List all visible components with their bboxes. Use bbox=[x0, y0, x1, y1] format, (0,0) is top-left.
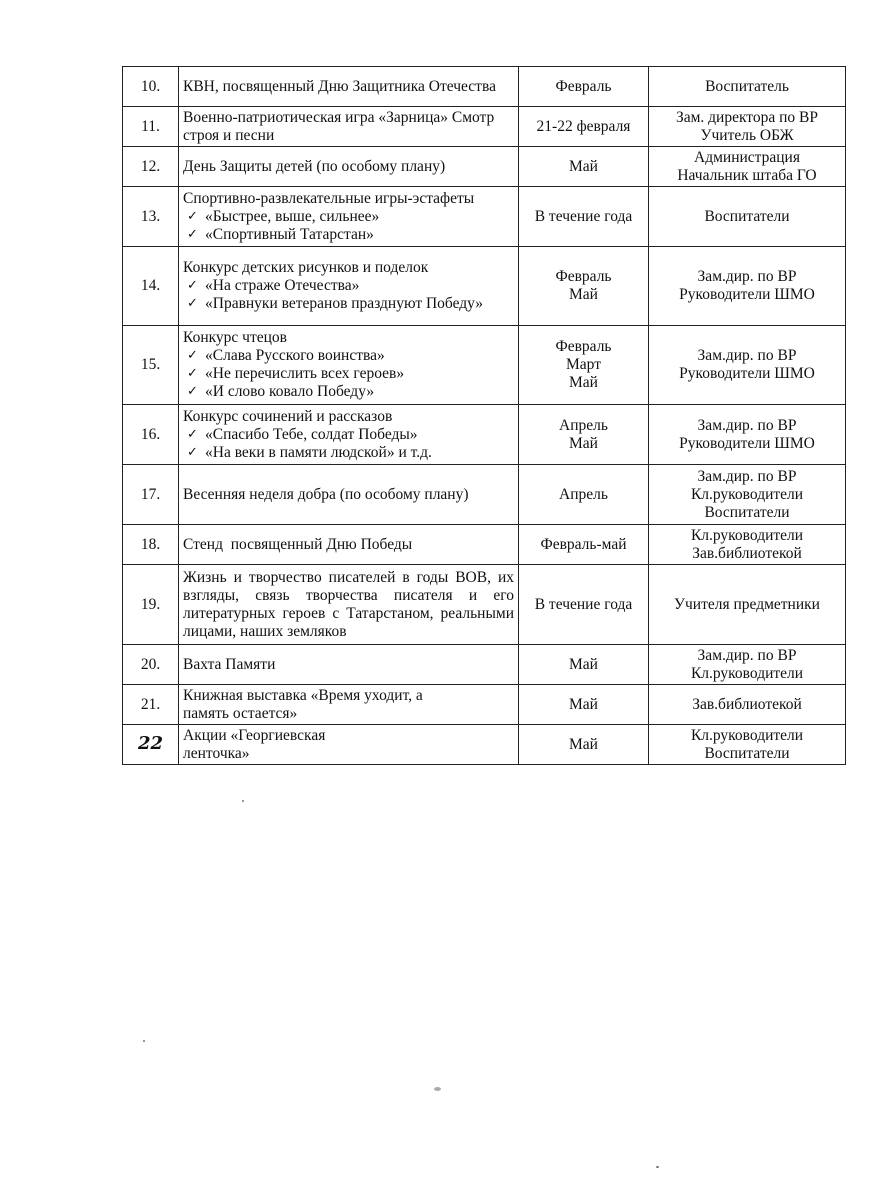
event-title: Стенд посвященный Дню Победы bbox=[183, 535, 413, 553]
event-title: КВН, посвященный Дню Защитника Отечества bbox=[183, 77, 496, 95]
event-title: Конкурс сочинений и рассказов bbox=[183, 407, 393, 425]
list-item-label: «Правнуки ветеранов празднуют Победу» bbox=[205, 295, 484, 312]
date-line: Май bbox=[569, 434, 598, 452]
responsible-cell bbox=[649, 465, 846, 525]
row-number: 18. bbox=[123, 525, 179, 565]
responsible-cell bbox=[649, 107, 846, 147]
date-cell bbox=[519, 645, 649, 685]
event-title: Весенняя неделя добра (по особому плану) bbox=[183, 485, 469, 503]
responsible-line: Руководители ШМО bbox=[679, 434, 815, 452]
event-cell bbox=[179, 147, 519, 187]
responsible-line: Воспитатели bbox=[704, 744, 790, 762]
date-line: Апрель bbox=[559, 416, 608, 434]
table-row bbox=[123, 187, 846, 247]
list-item bbox=[183, 347, 514, 365]
row-number: 21. bbox=[123, 685, 179, 725]
date-cell bbox=[519, 525, 649, 565]
table-row bbox=[123, 465, 846, 525]
sub-item-list bbox=[183, 347, 514, 401]
list-item-label: «Спортивный Татарстан» bbox=[205, 225, 374, 243]
date-line: Май bbox=[569, 655, 598, 673]
checkmark-icon: ✓ bbox=[187, 444, 198, 460]
row-number: 14. bbox=[123, 247, 179, 326]
list-item bbox=[183, 295, 514, 313]
date-line: В течение года bbox=[534, 595, 633, 613]
table-row bbox=[123, 645, 846, 685]
table-row bbox=[123, 685, 846, 725]
handwritten-number: 22 bbox=[137, 733, 164, 754]
responsible-line: Администрация bbox=[694, 148, 800, 166]
row-number: 11. bbox=[123, 107, 179, 147]
date-cell bbox=[519, 187, 649, 247]
scan-speck bbox=[434, 1087, 441, 1091]
responsible-line: Зам.дир. по ВР bbox=[697, 467, 797, 485]
responsible-line: Кл.руководители bbox=[690, 526, 804, 544]
event-cell bbox=[179, 645, 519, 685]
row-number: 19. bbox=[123, 565, 179, 645]
responsible-line: Кл.руководители bbox=[690, 726, 804, 744]
list-item-label: «На веки в памяти людской» и т.д. bbox=[205, 443, 432, 461]
date-line: В течение года bbox=[534, 207, 633, 225]
list-item bbox=[183, 208, 514, 226]
date-cell bbox=[519, 247, 649, 326]
date-line: Апрель bbox=[559, 485, 608, 503]
responsible-cell bbox=[649, 405, 846, 465]
list-item-label: «Быстрее, выше, сильнее» bbox=[205, 207, 380, 225]
responsible-line: Воспитатели bbox=[704, 207, 790, 225]
event-cell bbox=[179, 187, 519, 247]
responsible-line: Кл.руководители bbox=[690, 485, 804, 503]
sub-item-list bbox=[183, 426, 514, 462]
list-item-label: «Слава Русского воинства» bbox=[205, 347, 385, 364]
responsible-line: Учитель ОБЖ bbox=[700, 126, 794, 144]
list-item bbox=[183, 277, 514, 295]
scan-speck bbox=[242, 800, 244, 802]
table-row bbox=[123, 247, 846, 326]
date-cell bbox=[519, 565, 649, 645]
event-cell bbox=[179, 247, 519, 326]
event-title: Вахта Памяти bbox=[183, 655, 276, 673]
date-cell bbox=[519, 326, 649, 405]
sub-item-list bbox=[183, 208, 514, 244]
responsible-line: Зам.дир. по ВР bbox=[697, 416, 797, 434]
event-cell bbox=[179, 107, 519, 147]
date-line: Февраль bbox=[555, 77, 612, 95]
checkmark-icon: ✓ bbox=[187, 348, 198, 363]
date-line: Май bbox=[569, 157, 598, 175]
date-line: Май bbox=[569, 374, 598, 391]
table-row bbox=[123, 725, 846, 765]
list-item bbox=[183, 365, 514, 383]
responsible-cell bbox=[649, 685, 846, 725]
list-item-label: «И слово ковало Победу» bbox=[205, 383, 375, 400]
event-cell bbox=[179, 565, 519, 645]
date-cell bbox=[519, 725, 649, 765]
event-cell bbox=[179, 685, 519, 725]
event-title: День Защиты детей (по особому плану) bbox=[183, 157, 446, 175]
event-title: Конкурс чтецов bbox=[183, 329, 287, 346]
checkmark-icon: ✓ bbox=[187, 208, 198, 224]
event-cell bbox=[179, 67, 519, 107]
row-number: 10. bbox=[123, 67, 179, 107]
date-line: Май bbox=[569, 286, 598, 303]
events-plan-table bbox=[122, 66, 846, 765]
responsible-line: Зам.дир. по ВР bbox=[697, 646, 797, 664]
date-cell bbox=[519, 685, 649, 725]
responsible-cell bbox=[649, 147, 846, 187]
responsible-cell bbox=[649, 247, 846, 326]
row-number: 15. bbox=[123, 326, 179, 405]
responsible-line: Воспитатель bbox=[705, 77, 789, 95]
event-title: Конкурс детских рисунков и поделок bbox=[183, 259, 429, 276]
responsible-line: Зам.дир. по ВР bbox=[697, 268, 797, 285]
scan-speck bbox=[656, 1166, 659, 1168]
date-line: Март bbox=[566, 356, 601, 373]
responsible-line: Зам. директора по ВР bbox=[675, 108, 819, 126]
responsible-cell bbox=[649, 565, 846, 645]
checkmark-icon: ✓ bbox=[187, 366, 198, 381]
list-item-label: «На страже Отечества» bbox=[205, 277, 360, 294]
row-number: 20. bbox=[123, 645, 179, 685]
list-item-label: «Не перечислить всех героев» bbox=[205, 365, 405, 382]
row-number: 17. bbox=[123, 465, 179, 525]
event-title: Военно-патриотическая игра «Зарница» Смотр строя и песни bbox=[183, 108, 495, 144]
table-row bbox=[123, 147, 846, 187]
responsible-line: Кл.руководители bbox=[690, 664, 804, 682]
responsible-line: Руководители ШМО bbox=[679, 365, 815, 382]
list-item bbox=[183, 226, 514, 244]
responsible-cell bbox=[649, 525, 846, 565]
date-cell bbox=[519, 147, 649, 187]
event-cell bbox=[179, 725, 519, 765]
row-number: 16. bbox=[123, 405, 179, 465]
date-line: Май bbox=[569, 695, 598, 713]
table-row bbox=[123, 405, 846, 465]
responsible-line: Учителя предметники bbox=[674, 595, 820, 613]
event-cell bbox=[179, 326, 519, 405]
date-line: Февраль bbox=[555, 268, 612, 285]
responsible-cell bbox=[649, 326, 846, 405]
table-row bbox=[123, 67, 846, 107]
sub-item-list bbox=[183, 277, 514, 313]
event-title: Жизнь и творчество писателей в годы ВОВ, их взгляды, связь творчества писателя и его литературных героев с Татарстаном, реальными лицами, наших земляков bbox=[183, 568, 514, 640]
list-item-label: «Спасибо Тебе, солдат Победы» bbox=[205, 425, 418, 443]
date-cell bbox=[519, 405, 649, 465]
responsible-line: Зав.библиотекой bbox=[692, 544, 802, 562]
row-number-handwritten bbox=[123, 725, 179, 765]
table-row bbox=[123, 326, 846, 405]
event-title: Книжная выставка «Время уходит, а память остается» bbox=[183, 686, 423, 722]
date-line: Май bbox=[569, 735, 598, 753]
checkmark-icon: ✓ bbox=[187, 426, 198, 442]
event-title: Акции «Георгиевская ленточка» bbox=[183, 726, 326, 762]
checkmark-icon: ✓ bbox=[187, 384, 198, 399]
responsible-cell bbox=[649, 725, 846, 765]
responsible-line: Зав.библиотекой bbox=[692, 695, 802, 713]
scan-speck bbox=[143, 1040, 145, 1042]
table-row bbox=[123, 525, 846, 565]
responsible-cell bbox=[649, 187, 846, 247]
row-number: 12. bbox=[123, 147, 179, 187]
date-line: Февраль-май bbox=[540, 535, 627, 553]
list-item bbox=[183, 383, 514, 401]
responsible-cell bbox=[649, 67, 846, 107]
date-line: Февраль bbox=[555, 338, 612, 355]
checkmark-icon: ✓ bbox=[187, 226, 198, 242]
date-cell bbox=[519, 67, 649, 107]
responsible-line: Воспитатели bbox=[704, 503, 790, 521]
checkmark-icon: ✓ bbox=[187, 278, 198, 293]
list-item bbox=[183, 426, 514, 444]
table-row bbox=[123, 107, 846, 147]
responsible-cell bbox=[649, 645, 846, 685]
date-cell bbox=[519, 465, 649, 525]
responsible-line: Руководители ШМО bbox=[679, 286, 815, 303]
responsible-line: Зам.дир. по ВР bbox=[697, 347, 797, 364]
date-line: 21-22 февраля bbox=[536, 117, 631, 135]
responsible-line: Начальник штаба ГО bbox=[677, 166, 817, 184]
row-number: 13. bbox=[123, 187, 179, 247]
event-cell bbox=[179, 525, 519, 565]
event-cell bbox=[179, 405, 519, 465]
date-cell bbox=[519, 107, 649, 147]
event-cell bbox=[179, 465, 519, 525]
list-item bbox=[183, 444, 514, 462]
checkmark-icon: ✓ bbox=[187, 296, 198, 311]
table-row bbox=[123, 565, 846, 645]
event-title: Спортивно-развлекательные игры-эстафеты bbox=[183, 189, 475, 207]
